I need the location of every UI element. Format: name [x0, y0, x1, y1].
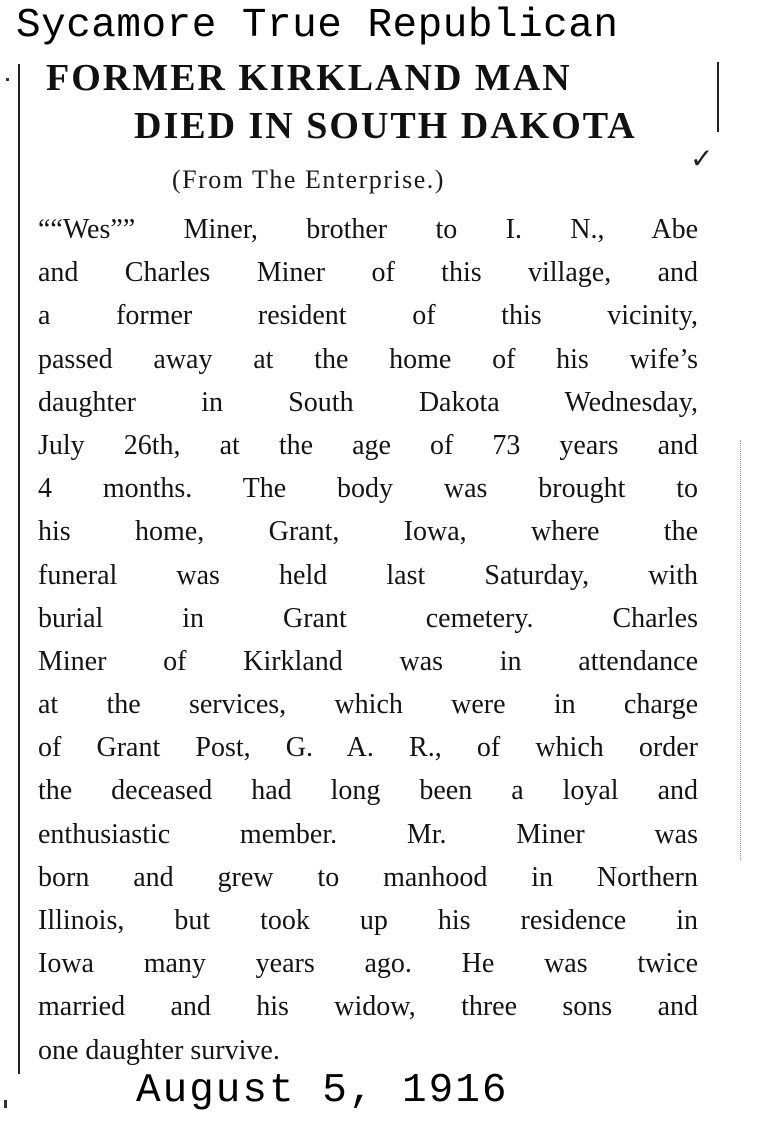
body-line: of Grant Post, G. A. R., of which order [38, 732, 698, 764]
column-rule-left [18, 64, 20, 1074]
body-line: burial in Grant cemetery. Charles [38, 602, 698, 634]
body-line: Illinois, but took up his residence in [38, 905, 698, 936]
body-line: funeral was held last Saturday, with [38, 559, 698, 591]
body-line: enthusiastic member. Mr. Miner was [38, 818, 698, 850]
headline-line-2: DIED IN SOUTH DAKOTA [134, 105, 637, 147]
body-line: Miner of Kirkland was in attendance [38, 645, 698, 677]
body-line: ““Wes”” Miner, brother to I. N., Abe [38, 214, 698, 245]
body-line: at the services, which were in charge [38, 689, 698, 721]
article-source-subhead: (From The Enterprise.) [172, 165, 445, 194]
newspaper-title: Sycamore True Republican [16, 3, 619, 49]
headline-line-1: FORMER KIRKLAND MAN [46, 57, 572, 99]
body-line: the deceased had long been a loyal and [38, 775, 698, 807]
body-line: passed away at the home of his wife’s [38, 343, 698, 375]
body-line: July 26th, at the age of 73 years and [38, 429, 698, 461]
handwritten-check-icon: ✓ [690, 142, 714, 175]
scan-speck [4, 1100, 7, 1108]
body-line: daughter in South Dakota Wednesday, [38, 386, 698, 418]
body-line: a former resident of this vicinity, [38, 300, 698, 332]
body-line: 4 months. The body was brought to [38, 473, 698, 505]
body-line: married and his widow, three sons and [38, 991, 698, 1023]
scan-speck [6, 78, 9, 81]
body-line: Iowa many years ago. He was twice [38, 948, 698, 980]
scan-noise-strip [740, 440, 742, 860]
article-body [38, 208, 698, 1072]
column-rule-right [717, 62, 719, 132]
publication-date: August 5, 1916 [136, 1068, 509, 1114]
body-line: born and grew to manhood in Northern [38, 861, 698, 893]
body-line: one daughter survive. [38, 1034, 280, 1066]
body-line: and Charles Miner of this village, and [38, 257, 698, 289]
body-line: his home, Grant, Iowa, where the [38, 516, 698, 548]
